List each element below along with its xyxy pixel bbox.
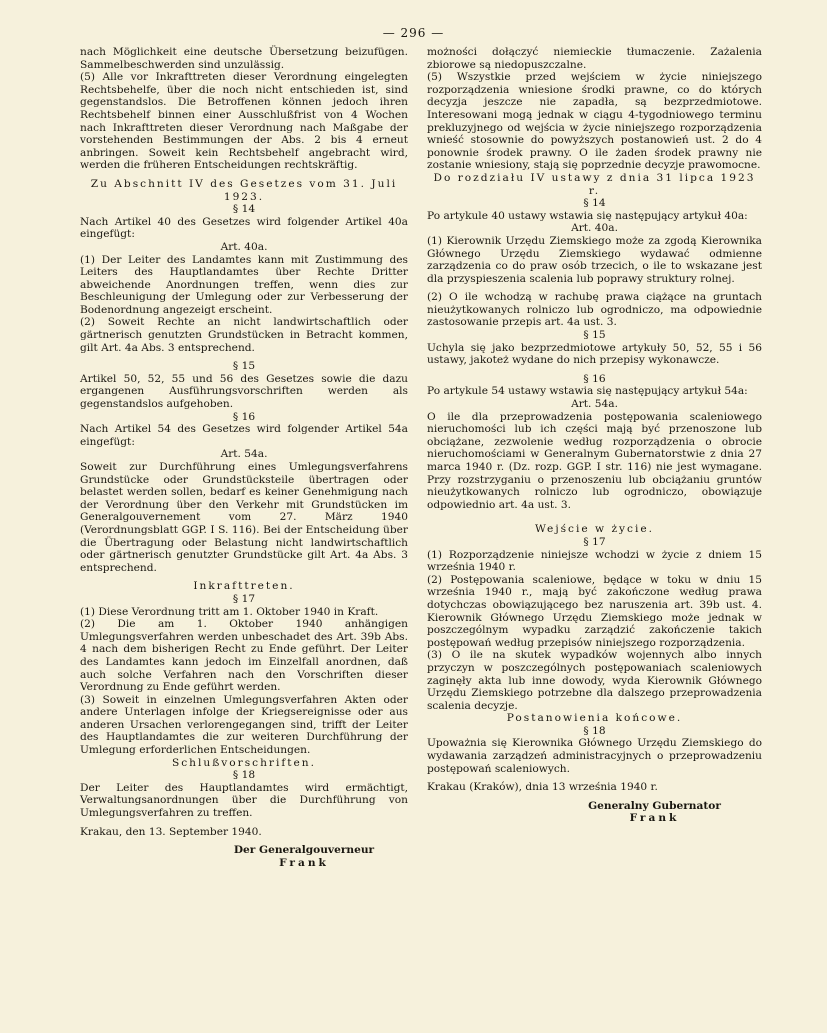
- paragraph: (2) Die am 1. Oktober 1940 anhängigen Umlegungsverfahren werden unbeschadet des Art. 39b Abs. 4 nach dem bisherigen Recht zu Ende geführt. Der Leiter des Landamtes kann jedoch im Einzelfall anordnen, daß auch solche Verfahren nach den Vorschriften dieser Verordnung zu Ende geführt werden.: [80, 618, 408, 694]
- signature-title: Der Generalgouverneur: [233, 844, 375, 857]
- paragraph: nach Möglichkeit eine deutsche Übersetzung beizufügen. Sammelbeschwerden sind unzulässig.: [80, 46, 408, 71]
- section-number: § 14: [232, 203, 256, 216]
- section-heading: Schlußvorschriften.: [171, 756, 316, 769]
- paragraph: Upoważnia się Kierownika Głównego Urzędu Ziemskiego do wydawania zarządzeń administracyjnych o przeprowadzeniu postępowań scaleniowych.: [427, 737, 762, 775]
- article-heading: Art. 54a.: [571, 398, 618, 411]
- place-date: Krakau, den 13. September 1940.: [80, 825, 262, 838]
- section-heading: Do rozdziału IV ustawy z dnia 31 lipca 1923 r.: [433, 171, 756, 197]
- paragraph: (2) Soweit Rechte an nicht landwirtschaftlich oder gärtnerisch genutzten Grundstücken in Betracht kommen, gilt Art. 4a Abs. 3 entsprechend.: [80, 316, 408, 354]
- section-number: § 15: [232, 360, 256, 373]
- paragraph: Po artykule 54 ustawy wstawia się następujący artykuł 54a:: [427, 385, 748, 398]
- section-heading: Zu Abschnitt IV des Gesetzes vom 31. Juli 1923.: [90, 177, 398, 203]
- article-heading: Art. 40a.: [571, 222, 618, 235]
- article-heading: Art. 40a.: [220, 240, 268, 253]
- paragraph: (1) Rozporządzenie niniejsze wchodzi w życie z dniem 15 września 1940 r.: [427, 548, 762, 574]
- section-number: § 17: [583, 535, 606, 548]
- section-heading: Inkrafttreten.: [193, 580, 295, 593]
- paragraph: (3) O ile na skutek wypadków wojennych albo innych przyczyn w poszczególnych postępowaniach scaleniowych zaginęły akta lub inne dowody, wyda Kierownik Głównego Urzędu Ziemskiego potrzebne dla dalszego przeprowadzenia scalenia decyzje.: [427, 649, 762, 712]
- paragraph: (5) Wszystkie przed wejściem w życie niniejszego rozporządzenia wniesione środki prawne, co do których decyzja jeszcze nie zapadła, są bezprzedmiotowe. Interesowani mogą jednak w ciągu 4-tygodniowego terminu prekluzyjnego od wejścia w życie niniejszego rozporządzenia wnieść stosownie do powyższych postanowień ust. 2 do 4 ponownie środek prawny. O ile żaden środek prawny nie zostanie wniesiony, stają się poprzednie decyzje prawomocne.: [427, 71, 762, 172]
- paragraph: Der Leiter des Hauptlandamtes wird ermächtigt, Verwaltungsanordnungen über die Durchführung von Umlegungsverfahren zu treffen.: [80, 781, 408, 820]
- section-number: § 16: [232, 410, 256, 423]
- paragraph: (1) Der Leiter des Landamtes kann mit Zustimmung des Leiters des Hauptlandamtes über Rechte Dritter abweichende Anordnungen treffen, wenn dies zur Beschleunigung der Umlegung oder zur Verbesserung der Bodenordnung angezeigt erscheint.: [80, 253, 408, 316]
- paragraph: Nach Artikel 54 des Gesetzes wird folgender Artikel 54a eingefügt:: [80, 423, 408, 448]
- german-column: [80, 46, 408, 869]
- signature-title: Generalny Gubernator: [588, 799, 721, 812]
- paragraph: (1) Kierownik Urzędu Ziemskiego może za zgodą Kierownika Głównego Urzędu Ziemskiego wydawać odmienne zarządzenia co do praw osób trzecich, o ile to wskazane jest dla przyspieszenia scalenia lub poprawy struktury rolnej.: [427, 234, 762, 285]
- section-number: § 18: [583, 724, 606, 737]
- paragraph: (2) Postępowania scaleniowe, będące w toku w dniu 15 września 1940 r., mają być zakończone według prawa dotychczas obowiązującego bez naruszenia art. 39b ust. 4. Kierownik Głównego Urzędu Ziemskiego może jednak w poszczególnym wypadku zarządzić zakończenie takich postępowań według przepisów niniejszego rozporządzenia.: [427, 573, 762, 649]
- signature-name: Frank: [629, 812, 680, 825]
- paragraph: możności dołączyć niemieckie tłumaczenie. Zażalenia zbiorowe są niedopuszczalne.: [427, 46, 762, 71]
- paragraph: Nach Artikel 40 des Gesetzes wird folgender Artikel 40a eingefügt:: [80, 215, 408, 241]
- paragraph: Soweit zur Durchführung eines Umlegungsverfahrens Grundstücke oder Grundstücksteile übertragen oder belastet werden sollen, bedarf es keiner Genehmigung nach der Verordnung über den Verkehr mit Grundstücken im Generalgouvernement vom 27. März 1940 (Verordnungsblatt GGP. I S. 116). Bei der Entscheidung über die Übertragung oder Belastung nicht landwirtschaftlich oder gärtnerisch genutzter Grundstücke gilt Art. 4a Abs. 3 entsprechend.: [80, 461, 408, 574]
- paragraph: O ile dla przeprowadzenia postępowania scaleniowego nieruchomości lub ich części mają być przenoszone lub obciążane, zezwolenie według rozporządzenia o obrocie nieruchomościami w Generalnym Gubernatorstwie z dnia 27 marca 1940 r. (Dz. rozp. GGP. I str. 116) nie jest wymagane. Przy rozstrzyganiu o przenoszeniu lub obciążaniu gruntów nieużytkowanych rolniczo lub ogrodniczo, obowiązuje odpowiednio art. 4a ust. 3.: [427, 410, 762, 511]
- paragraph: (2) O ile wchodzą w rachubę prawa ciążące na gruntach nieużytkowanych rolniczo lub ogrodniczo, ma odpowiednie zastosowanie przepis art. 4a ust. 3.: [427, 291, 762, 329]
- section-number: § 17: [232, 592, 256, 605]
- paragraph: (3) Soweit in einzelnen Umlegungsverfahren Akten oder andere Unterlagen infolge der Kriegsereignisse oder aus anderen Ursachen verlorengegangen sind, trifft der Leiter des Hauptlandamtes die zur weiteren Durchführung der Umlegung erforderlichen Entscheidungen.: [80, 693, 408, 757]
- polish-column: [427, 46, 762, 825]
- paragraph: (5) Alle vor Inkrafttreten dieser Verordnung eingelegten Rechtsbehelfe, über die noch nicht entschieden ist, sind gegenstandslos. Die Betroffenen können jedoch ihren Rechtsbehelf binnen einer Ausschlußfrist von 4 Wochen nach Inkrafttreten dieser Verordnung nach Maßgabe der vorstehenden Bestimmungen der Abs. 2 bis 4 erneut anbringen. Soweit kein Rechtsbehelf angebracht wird, werden die früheren Entscheidungen rechtskräftig.: [80, 71, 408, 172]
- section-number: § 14: [583, 197, 606, 210]
- paragraph: Artikel 50, 52, 55 und 56 des Gesetzes sowie die dazu ergangenen Ausführungsvorschriften werden als gegenstandslos aufgehoben.: [80, 372, 408, 411]
- paragraph: (1) Diese Verordnung tritt am 1. Oktober 1940 in Kraft.: [80, 605, 379, 618]
- page-number: — 296 —: [382, 26, 445, 40]
- signature-name: Frank: [279, 856, 329, 869]
- section-number: § 15: [583, 329, 606, 342]
- place-date: Krakau (Kraków), dnia 13 września 1940 r.: [427, 781, 658, 794]
- section-number: § 18: [232, 769, 256, 782]
- section-heading: Wejście w życie.: [535, 523, 654, 536]
- paragraph: Po artykule 40 ustawy wstawia się następujący artykuł 40a:: [427, 209, 748, 222]
- paragraph: Uchyla się jako bezprzedmiotowe artykuły 50, 52, 55 i 56 ustawy, jakoteż wydane do nich przepisy wykonawcze.: [427, 341, 762, 367]
- article-heading: Art. 54a.: [220, 448, 268, 461]
- section-heading: Postanowienia końcowe.: [506, 712, 683, 725]
- section-number: § 16: [583, 372, 606, 385]
